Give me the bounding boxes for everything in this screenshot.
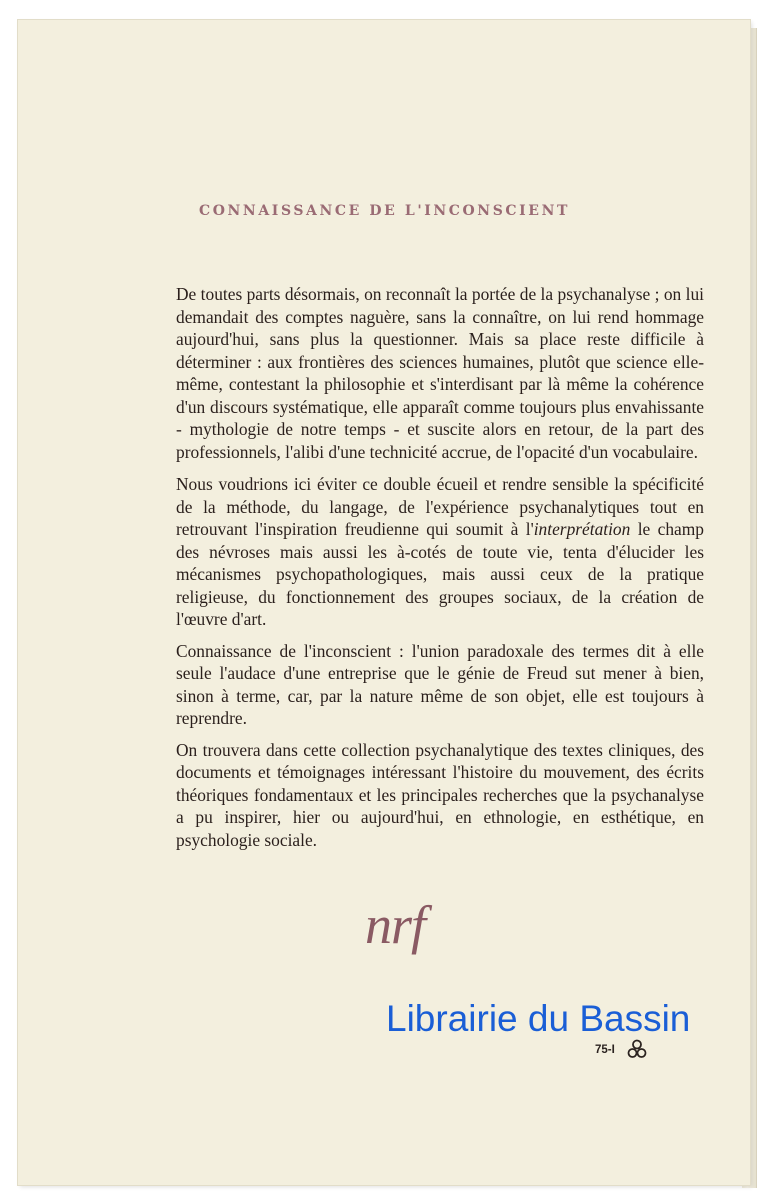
nrf-logo: nrf xyxy=(365,895,426,955)
bookseller-watermark: Librairie du Bassin xyxy=(386,998,691,1039)
series-title: CONNAISSANCE DE L'INCONSCIENT xyxy=(199,203,570,219)
print-code: 75-I xyxy=(595,1044,615,1056)
paragraph-3-text: Connaissance de l'inconscient : l'union paradoxale des termes dit à elle seule l'audace d'une entreprise que le génie de Freud sut mener à bien, sinon à terme, car, par la nature même de son objet, elle est toujours à reprendre. xyxy=(176,640,704,728)
printer-mark-icon xyxy=(626,1038,648,1060)
blurb-text xyxy=(176,283,704,860)
paragraph-2 xyxy=(176,473,704,631)
paragraph-3 xyxy=(176,640,704,730)
paragraph-2-text-a: Nous voudrions ici éviter ce double écueil et rendre sensible la spécificité de la méthode, du langage, de l'expérience psychanalytiques tout en retrouvant l'inspiration freudienne qui soumit à l' xyxy=(176,474,704,539)
paragraph-2-text-b: le champ des névroses mais aussi les à-cotés de toute vie, tenta d'élucider les mécanismes psychopathologiques, mais aussi ceux de la pratique religieuse, du fonctionnement des groupes sociaux, de la création de l'œuvre d'art. xyxy=(176,519,704,629)
paragraph-1 xyxy=(176,283,704,463)
paragraph-1-text: De toutes parts désormais, on reconnaît la portée de la psychanalyse ; on lui demandait des comptes naguère, sans la connaître, on lui rend hommage aujourd'hui, sans plus la questionner. Mais sa place reste difficile à déterminer : aux frontières des sciences humaines, plutôt que science elle-même, contestant la philosophie et s'interdisant par là même la cohérence d'un discours systématique, elle apparaît comme toujours plus envahissante - mythologie de notre temps - et suscite alors en retour, de la part des professionnels, l'alibi d'une technicité accrue, de l'opacité d'un vocabulaire. xyxy=(176,284,704,462)
paragraph-2-emphasis: interprétation xyxy=(533,519,631,539)
paragraph-4-text: On trouvera dans cette collection psychanalytique des textes cliniques, des documents et témoignages intéressant l'histoire du mouvement, des écrits théoriques fondamentaux et les principales recherches que la psychanalyse a pu inspirer, hier ou aujourd'hui, en ethnologie, en esthétique, en psychologie sociale. xyxy=(176,739,704,850)
paragraph-4 xyxy=(176,739,704,852)
